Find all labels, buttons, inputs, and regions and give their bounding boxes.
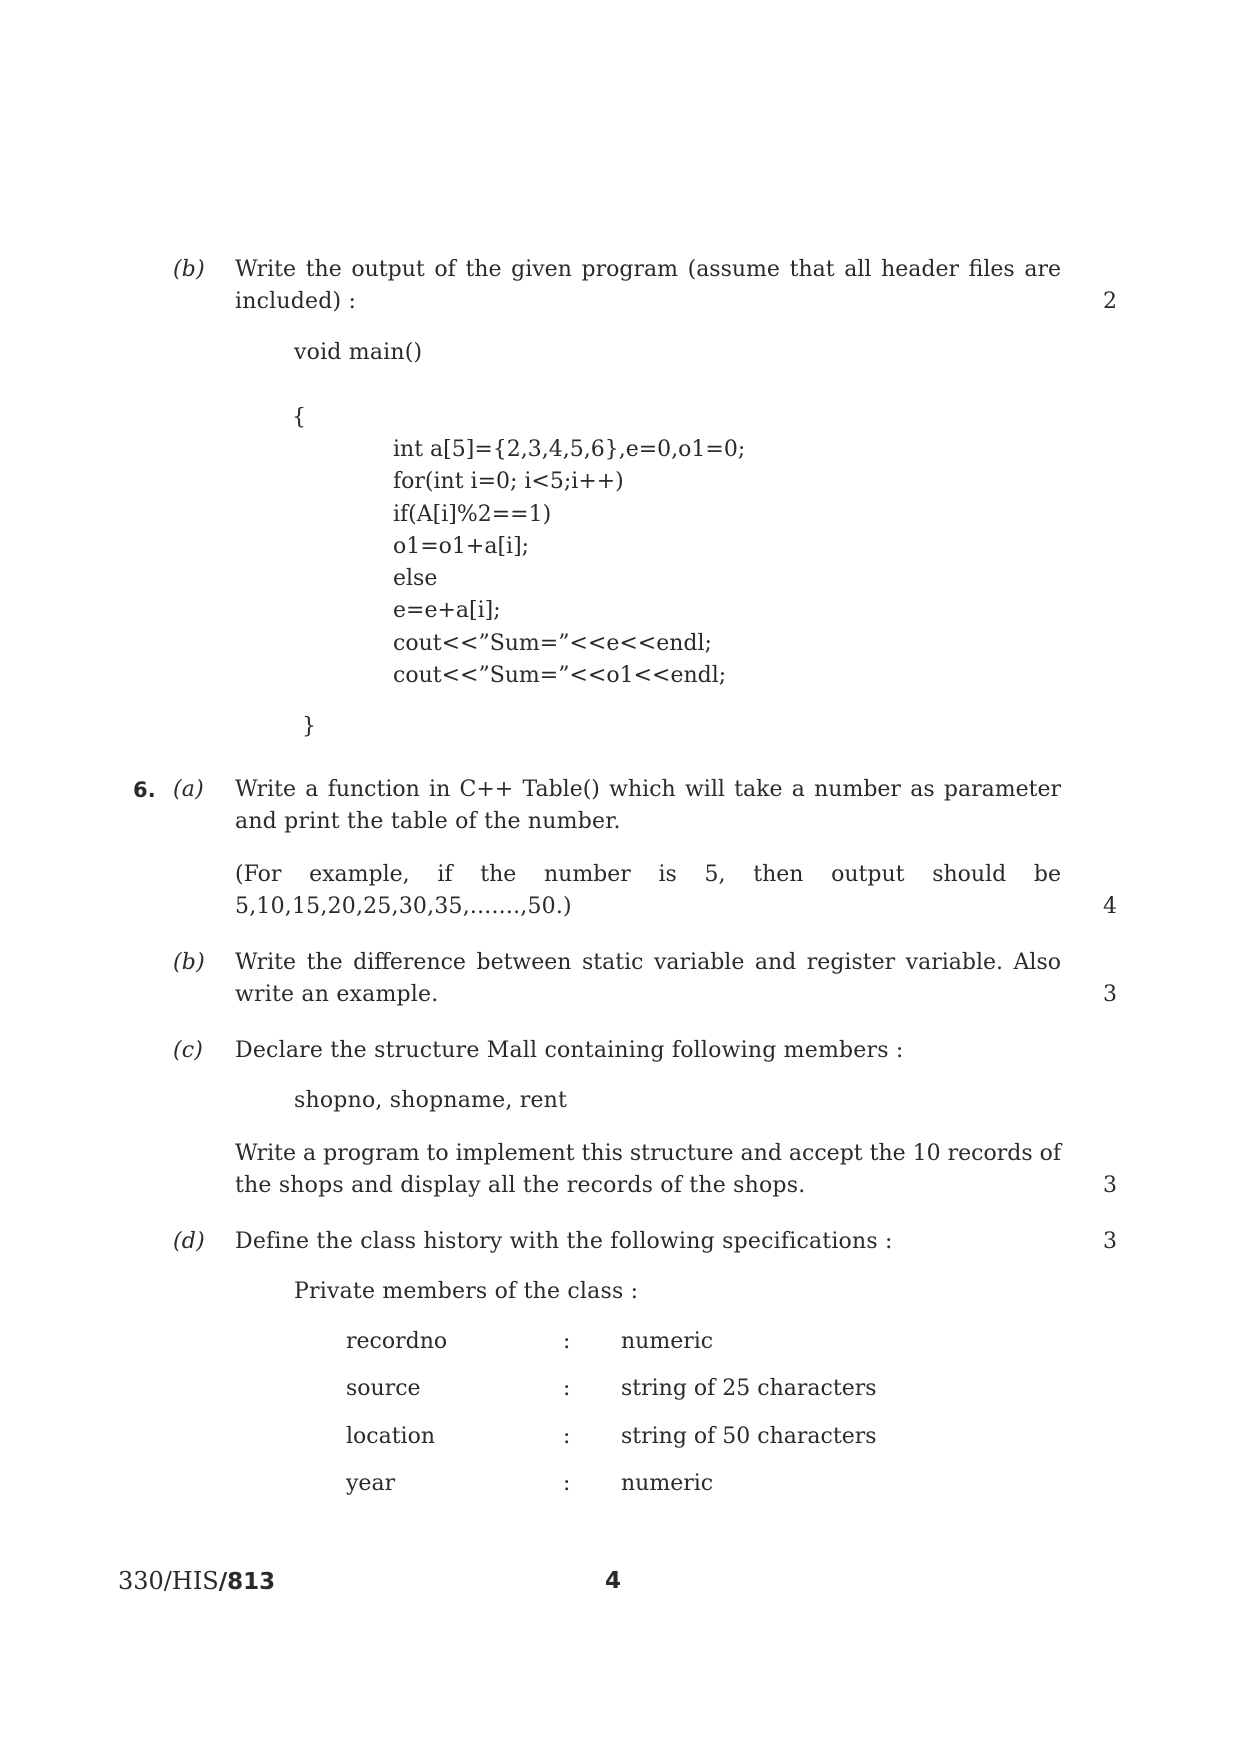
q6b-marks: 3: [1103, 982, 1117, 1007]
spec-colon: :: [563, 1424, 571, 1449]
q6a-label: (a): [173, 777, 204, 802]
code-line: cout<<”Sum=”<<e<<endl;: [393, 630, 712, 656]
code-line: if(A[i]%2==1): [393, 501, 552, 527]
spec-name: recordno: [346, 1329, 448, 1354]
q6d-text-line1: Define the class history with the following specifications :: [235, 1229, 893, 1254]
spec-name: year: [346, 1471, 396, 1496]
q5b-text-line1: Write the output of the given program (assume that all header files are: [235, 257, 1061, 282]
q6d-label: (d): [173, 1229, 205, 1254]
q6a-marks: 4: [1103, 894, 1117, 919]
q5b-label: (b): [173, 257, 205, 282]
q6a-text-line1: Write a function in C++ Table() which will take a number as parameter: [235, 777, 1061, 802]
paper-code-prefix: 330/HIS: [118, 1567, 219, 1595]
code-open-brace: {: [292, 405, 307, 430]
q5b-text-line2: included) :: [235, 289, 357, 314]
paper-code-suffix: /813: [218, 1569, 276, 1595]
code-close-brace: }: [302, 714, 317, 739]
code-line: for(int i=0; i<5;i++): [393, 469, 624, 495]
q6c-label: (c): [173, 1038, 204, 1063]
code-header: void main(): [294, 340, 423, 365]
q6d-marks: 3: [1103, 1229, 1117, 1254]
q6c-task-line1: Write a program to implement this structure and accept the 10 records of: [235, 1141, 1061, 1166]
q6c-marks: 3: [1103, 1173, 1117, 1198]
q6c-text-line1: Declare the structure Mall containing following members :: [235, 1038, 904, 1063]
code-line: cout<<”Sum=”<<o1<<endl;: [393, 663, 727, 689]
q6b-text-line1: Write the difference between static variable and register variable. Also: [235, 950, 1061, 975]
q6a-example-line1: (For example, if the number is 5, then output should be: [235, 862, 1061, 887]
q6d-private-heading: Private members of the class :: [294, 1279, 639, 1304]
q6b-label: (b): [173, 950, 205, 975]
spec-name: source: [346, 1376, 421, 1401]
spec-name: location: [346, 1424, 436, 1449]
spec-colon: :: [563, 1471, 571, 1496]
q6b-text-line2: write an example.: [235, 982, 439, 1007]
code-line: o1=o1+a[i];: [393, 533, 530, 559]
spec-colon: :: [563, 1329, 571, 1354]
spec-type: string of 25 characters: [621, 1376, 877, 1401]
code-line: else: [393, 566, 438, 592]
code-block: [393, 434, 745, 692]
code-line: e=e+a[i];: [393, 598, 501, 624]
spec-type: string of 50 characters: [621, 1424, 877, 1449]
q6-number: 6.: [133, 778, 156, 802]
spec-type: numeric: [621, 1329, 714, 1354]
spec-type: numeric: [621, 1471, 714, 1496]
page-number: 4: [605, 1568, 622, 1594]
q6a-example-line2: 5,10,15,20,25,30,35,.......,50.): [235, 894, 572, 919]
code-line: int a[5]={2,3,4,5,6},e=0,o1=0;: [393, 437, 746, 462]
spec-colon: :: [563, 1376, 571, 1401]
q6c-members: shopno, shopname, rent: [294, 1088, 568, 1113]
q5b-marks: 2: [1103, 289, 1117, 314]
paper-code: [118, 1565, 275, 1598]
q6c-task-line2: the shops and display all the records of the shops.: [235, 1173, 806, 1198]
q6a-text-line2: and print the table of the number.: [235, 809, 621, 834]
